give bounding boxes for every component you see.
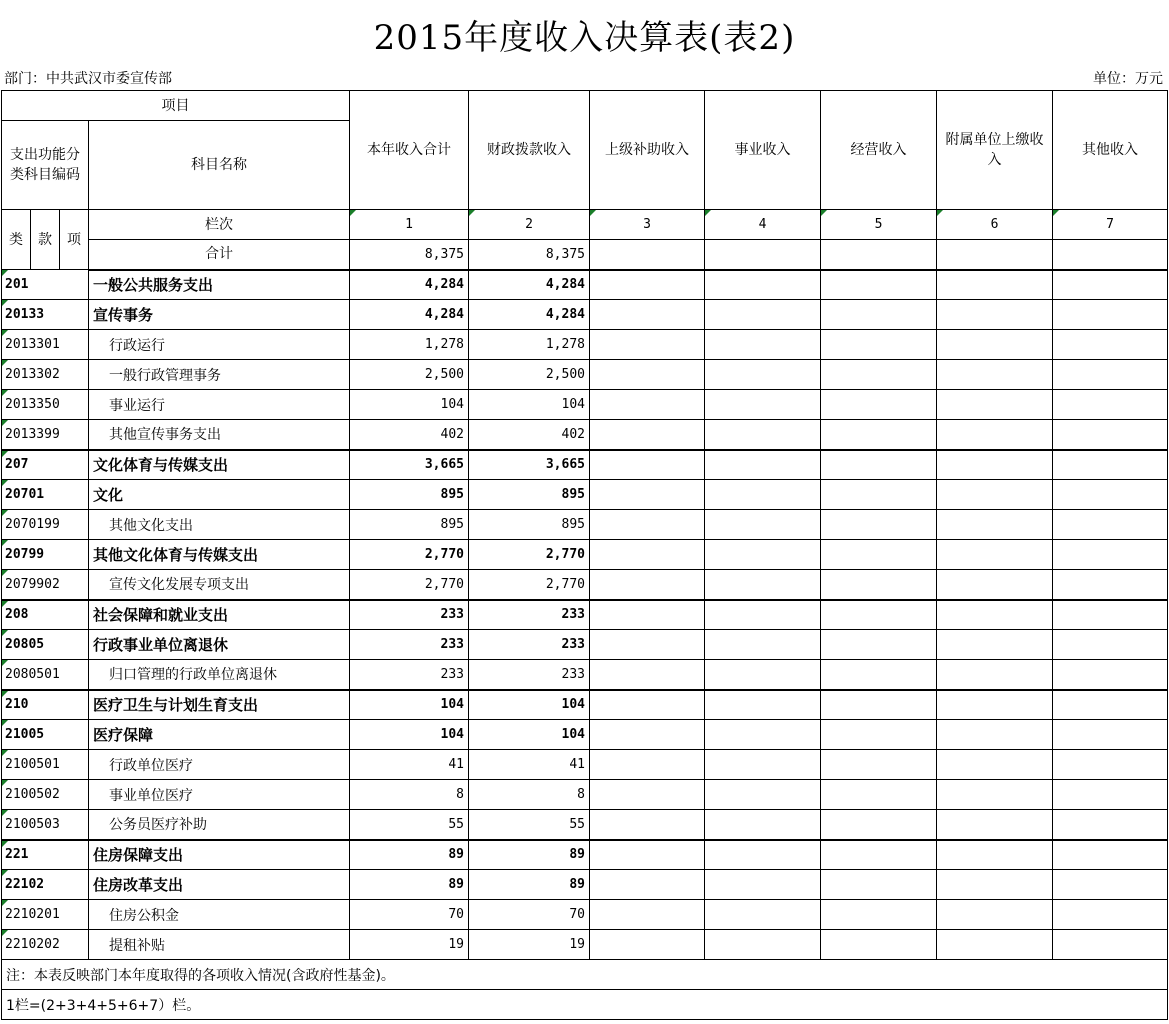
row-fiscal-income: 41 xyxy=(469,750,590,780)
empty-cell xyxy=(937,480,1053,510)
row-code: 207 xyxy=(2,450,89,480)
empty-cell xyxy=(590,570,705,600)
empty-cell xyxy=(937,540,1053,570)
row-subject-name: 提租补贴 xyxy=(89,930,350,960)
empty-cell xyxy=(937,630,1053,660)
row-fiscal-income: 402 xyxy=(469,420,590,450)
empty-cell xyxy=(590,270,705,300)
column-number: 4 xyxy=(705,210,821,240)
table-row xyxy=(2,450,1168,480)
empty-cell xyxy=(1053,480,1168,510)
empty-cell xyxy=(937,750,1053,780)
row-total-income: 895 xyxy=(350,480,469,510)
row-code: 2080501 xyxy=(2,660,89,690)
empty-cell xyxy=(821,660,937,690)
empty-cell xyxy=(590,810,705,840)
empty-cell xyxy=(1053,810,1168,840)
total-c1: 8,375 xyxy=(350,240,469,270)
empty-cell xyxy=(937,570,1053,600)
empty-cell xyxy=(705,300,821,330)
empty-cell xyxy=(937,270,1053,300)
empty-cell xyxy=(705,420,821,450)
empty-cell xyxy=(1053,630,1168,660)
row-code: 2100502 xyxy=(2,780,89,810)
column-number: 1 xyxy=(350,210,469,240)
row-fiscal-income: 895 xyxy=(469,510,590,540)
row-fiscal-income: 19 xyxy=(469,930,590,960)
empty-cell xyxy=(821,810,937,840)
empty-cell xyxy=(821,600,937,630)
note-row xyxy=(2,960,1168,990)
column-number: 7 xyxy=(1053,210,1168,240)
row-fiscal-income: 2,770 xyxy=(469,540,590,570)
empty-cell xyxy=(821,690,937,720)
empty-cell xyxy=(821,300,937,330)
row-total-income: 895 xyxy=(350,510,469,540)
page-title: 2015年度收入决算表(表2) xyxy=(373,18,796,58)
empty-cell xyxy=(937,240,1053,270)
empty-cell xyxy=(937,840,1053,870)
empty-cell xyxy=(1053,600,1168,630)
empty-cell xyxy=(590,690,705,720)
row-code: 20799 xyxy=(2,540,89,570)
table-row xyxy=(2,720,1168,750)
row-subject-name: 其他文化支出 xyxy=(89,510,350,540)
row-code: 21005 xyxy=(2,720,89,750)
row-subject-name: 行政单位医疗 xyxy=(89,750,350,780)
empty-cell xyxy=(937,810,1053,840)
empty-cell xyxy=(705,360,821,390)
row-fiscal-income: 104 xyxy=(469,690,590,720)
empty-cell xyxy=(937,900,1053,930)
empty-cell xyxy=(821,780,937,810)
column-number: 5 xyxy=(821,210,937,240)
row-total-income: 19 xyxy=(350,930,469,960)
header-col-6: 附属单位上缴收入 xyxy=(937,91,1053,210)
table-row xyxy=(2,660,1168,690)
table-note: 1栏=(2+3+4+5+6+7）栏。 xyxy=(2,990,1168,1020)
empty-cell xyxy=(590,510,705,540)
row-code: 2210202 xyxy=(2,930,89,960)
table-row xyxy=(2,270,1168,300)
empty-cell xyxy=(937,420,1053,450)
row-total-income: 55 xyxy=(350,810,469,840)
column-number: 6 xyxy=(937,210,1053,240)
empty-cell xyxy=(937,600,1053,630)
table-row xyxy=(2,750,1168,780)
empty-cell xyxy=(1053,750,1168,780)
row-subject-name: 行政运行 xyxy=(89,330,350,360)
table-row xyxy=(2,600,1168,630)
empty-cell xyxy=(705,270,821,300)
empty-cell xyxy=(821,270,937,300)
row-subject-name: 医疗卫生与计划生育支出 xyxy=(89,690,350,720)
row-total-income: 4,284 xyxy=(350,300,469,330)
table-note: 注：本表反映部门本年度取得的各项收入情况(含政府性基金)。 xyxy=(2,960,1168,990)
empty-cell xyxy=(705,720,821,750)
empty-cell xyxy=(705,930,821,960)
empty-cell xyxy=(705,600,821,630)
empty-cell xyxy=(1053,690,1168,720)
empty-cell xyxy=(821,360,937,390)
row-fiscal-income: 233 xyxy=(469,600,590,630)
row-fiscal-income: 4,284 xyxy=(469,270,590,300)
empty-cell xyxy=(1053,240,1168,270)
empty-cell xyxy=(821,720,937,750)
row-code: 2013301 xyxy=(2,330,89,360)
empty-cell xyxy=(1053,330,1168,360)
empty-cell xyxy=(1053,300,1168,330)
row-subject-name: 宣传文化发展专项支出 xyxy=(89,570,350,600)
table-row xyxy=(2,630,1168,660)
row-total-income: 402 xyxy=(350,420,469,450)
row-fiscal-income: 233 xyxy=(469,660,590,690)
row-subject-name: 一般公共服务支出 xyxy=(89,270,350,300)
empty-cell xyxy=(821,420,937,450)
empty-cell xyxy=(590,450,705,480)
row-fiscal-income: 89 xyxy=(469,840,590,870)
note-row xyxy=(2,990,1168,1020)
empty-cell xyxy=(1053,390,1168,420)
empty-cell xyxy=(937,720,1053,750)
empty-cell xyxy=(937,450,1053,480)
empty-cell xyxy=(590,390,705,420)
empty-cell xyxy=(821,510,937,540)
row-total-income: 2,770 xyxy=(350,540,469,570)
empty-cell xyxy=(937,510,1053,540)
empty-cell xyxy=(590,900,705,930)
row-subject-name: 事业单位医疗 xyxy=(89,780,350,810)
table-row xyxy=(2,870,1168,900)
row-subject-name: 文化 xyxy=(89,480,350,510)
total-c2: 8,375 xyxy=(469,240,590,270)
empty-cell xyxy=(705,480,821,510)
empty-cell xyxy=(937,870,1053,900)
table-row xyxy=(2,780,1168,810)
table-row xyxy=(2,690,1168,720)
row-subject-name: 住房保障支出 xyxy=(89,840,350,870)
total-label: 合计 xyxy=(89,240,350,270)
header-code-group: 支出功能分类科目编码 xyxy=(2,121,89,210)
empty-cell xyxy=(590,600,705,630)
row-code: 22102 xyxy=(2,870,89,900)
row-subject-name: 宣传事务 xyxy=(89,300,350,330)
row-subject-name: 公务员医疗补助 xyxy=(89,810,350,840)
empty-cell xyxy=(590,480,705,510)
row-code: 20133 xyxy=(2,300,89,330)
empty-cell xyxy=(590,300,705,330)
empty-cell xyxy=(821,240,937,270)
row-subject-name: 一般行政管理事务 xyxy=(89,360,350,390)
empty-cell xyxy=(937,660,1053,690)
row-code: 210 xyxy=(2,690,89,720)
empty-cell xyxy=(821,900,937,930)
row-code: 221 xyxy=(2,840,89,870)
empty-cell xyxy=(590,660,705,690)
row-subject-name: 文化体育与传媒支出 xyxy=(89,450,350,480)
empty-cell xyxy=(821,390,937,420)
empty-cell xyxy=(1053,720,1168,750)
empty-cell xyxy=(821,540,937,570)
header-lei: 类 xyxy=(2,210,31,270)
header-col-2: 财政拨款收入 xyxy=(469,91,590,210)
empty-cell xyxy=(1053,900,1168,930)
empty-cell xyxy=(937,360,1053,390)
table-row xyxy=(2,330,1168,360)
empty-cell xyxy=(705,630,821,660)
empty-cell xyxy=(1053,660,1168,690)
row-total-income: 4,284 xyxy=(350,270,469,300)
row-fiscal-income: 2,770 xyxy=(469,570,590,600)
row-fiscal-income: 89 xyxy=(469,870,590,900)
row-subject-name: 行政事业单位离退休 xyxy=(89,630,350,660)
table-row xyxy=(2,390,1168,420)
header-subject-name: 科目名称 xyxy=(89,121,350,210)
row-fiscal-income: 3,665 xyxy=(469,450,590,480)
empty-cell xyxy=(590,930,705,960)
empty-cell xyxy=(705,810,821,840)
income-table xyxy=(1,90,1168,1020)
row-subject-name: 归口管理的行政单位离退休 xyxy=(89,660,350,690)
empty-cell xyxy=(705,690,821,720)
empty-cell xyxy=(705,900,821,930)
row-subject-name: 其他宣传事务支出 xyxy=(89,420,350,450)
empty-cell xyxy=(705,780,821,810)
empty-cell xyxy=(705,750,821,780)
row-fiscal-income: 4,284 xyxy=(469,300,590,330)
header-col-4: 事业收入 xyxy=(705,91,821,210)
empty-cell xyxy=(821,840,937,870)
row-total-income: 3,665 xyxy=(350,450,469,480)
table-row xyxy=(2,540,1168,570)
empty-cell xyxy=(1053,540,1168,570)
table-row xyxy=(2,300,1168,330)
row-subject-name: 其他文化体育与传媒支出 xyxy=(89,540,350,570)
row-subject-name: 社会保障和就业支出 xyxy=(89,600,350,630)
empty-cell xyxy=(590,750,705,780)
row-code: 2100501 xyxy=(2,750,89,780)
empty-cell xyxy=(937,690,1053,720)
empty-cell xyxy=(705,660,821,690)
row-subject-name: 医疗保障 xyxy=(89,720,350,750)
table-row xyxy=(2,900,1168,930)
row-code: 201 xyxy=(2,270,89,300)
row-subject-name: 住房改革支出 xyxy=(89,870,350,900)
row-total-income: 2,770 xyxy=(350,570,469,600)
column-number: 3 xyxy=(590,210,705,240)
empty-cell xyxy=(590,720,705,750)
empty-cell xyxy=(590,780,705,810)
table-row xyxy=(2,360,1168,390)
empty-cell xyxy=(821,330,937,360)
row-subject-name: 住房公积金 xyxy=(89,900,350,930)
row-fiscal-income: 1,278 xyxy=(469,330,590,360)
row-fiscal-income: 104 xyxy=(469,390,590,420)
row-total-income: 1,278 xyxy=(350,330,469,360)
column-number: 2 xyxy=(469,210,590,240)
table-row xyxy=(2,570,1168,600)
empty-cell xyxy=(1053,360,1168,390)
row-fiscal-income: 55 xyxy=(469,810,590,840)
header-kuan: 款 xyxy=(31,210,60,270)
empty-cell xyxy=(1053,450,1168,480)
empty-cell xyxy=(590,360,705,390)
empty-cell xyxy=(1053,840,1168,870)
empty-cell xyxy=(705,390,821,420)
table-row xyxy=(2,510,1168,540)
empty-cell xyxy=(705,570,821,600)
empty-cell xyxy=(705,840,821,870)
empty-cell xyxy=(1053,870,1168,900)
empty-cell xyxy=(1053,930,1168,960)
header-lanci: 栏次 xyxy=(89,210,350,240)
header-col-7: 其他收入 xyxy=(1053,91,1168,210)
empty-cell xyxy=(937,780,1053,810)
unit-label: 单位：万元 xyxy=(1093,71,1163,87)
row-code: 2070199 xyxy=(2,510,89,540)
empty-cell xyxy=(590,240,705,270)
row-fiscal-income: 233 xyxy=(469,630,590,660)
header-xiang: 项 xyxy=(60,210,89,270)
empty-cell xyxy=(821,930,937,960)
row-fiscal-income: 104 xyxy=(469,720,590,750)
empty-cell xyxy=(590,870,705,900)
empty-cell xyxy=(821,450,937,480)
empty-cell xyxy=(705,510,821,540)
total-row xyxy=(2,240,1168,270)
empty-cell xyxy=(590,840,705,870)
table-row xyxy=(2,930,1168,960)
table-row xyxy=(2,840,1168,870)
empty-cell xyxy=(590,420,705,450)
row-total-income: 233 xyxy=(350,600,469,630)
header-item: 项目 xyxy=(2,91,350,121)
row-code: 2079902 xyxy=(2,570,89,600)
row-total-income: 233 xyxy=(350,630,469,660)
empty-cell xyxy=(1053,510,1168,540)
row-total-income: 104 xyxy=(350,720,469,750)
table-row xyxy=(2,420,1168,450)
department-label: 部门：中共武汉市委宣传部 xyxy=(4,71,172,87)
row-code: 208 xyxy=(2,600,89,630)
empty-cell xyxy=(705,240,821,270)
empty-cell xyxy=(1053,570,1168,600)
empty-cell xyxy=(821,750,937,780)
empty-cell xyxy=(821,570,937,600)
empty-cell xyxy=(705,330,821,360)
row-code: 2013350 xyxy=(2,390,89,420)
empty-cell xyxy=(590,330,705,360)
row-code: 2013302 xyxy=(2,360,89,390)
row-fiscal-income: 2,500 xyxy=(469,360,590,390)
row-total-income: 2,500 xyxy=(350,360,469,390)
table-row xyxy=(2,810,1168,840)
row-total-income: 233 xyxy=(350,660,469,690)
row-total-income: 89 xyxy=(350,870,469,900)
row-fiscal-income: 8 xyxy=(469,780,590,810)
empty-cell xyxy=(821,480,937,510)
row-code: 2210201 xyxy=(2,900,89,930)
row-total-income: 41 xyxy=(350,750,469,780)
empty-cell xyxy=(705,870,821,900)
row-total-income: 70 xyxy=(350,900,469,930)
empty-cell xyxy=(705,540,821,570)
row-code: 2100503 xyxy=(2,810,89,840)
empty-cell xyxy=(937,330,1053,360)
empty-cell xyxy=(937,930,1053,960)
header-col-1: 本年收入合计 xyxy=(350,91,469,210)
empty-cell xyxy=(937,300,1053,330)
table-row xyxy=(2,480,1168,510)
empty-cell xyxy=(1053,270,1168,300)
row-total-income: 104 xyxy=(350,390,469,420)
header-col-3: 上级补助收入 xyxy=(590,91,705,210)
row-fiscal-income: 70 xyxy=(469,900,590,930)
empty-cell xyxy=(590,630,705,660)
header-col-5: 经营收入 xyxy=(821,91,937,210)
row-code: 20701 xyxy=(2,480,89,510)
row-subject-name: 事业运行 xyxy=(89,390,350,420)
empty-cell xyxy=(1053,780,1168,810)
row-code: 2013399 xyxy=(2,420,89,450)
row-total-income: 89 xyxy=(350,840,469,870)
empty-cell xyxy=(821,870,937,900)
empty-cell xyxy=(1053,420,1168,450)
row-fiscal-income: 895 xyxy=(469,480,590,510)
empty-cell xyxy=(937,390,1053,420)
empty-cell xyxy=(705,450,821,480)
row-total-income: 104 xyxy=(350,690,469,720)
empty-cell xyxy=(821,630,937,660)
row-total-income: 8 xyxy=(350,780,469,810)
empty-cell xyxy=(590,540,705,570)
row-code: 20805 xyxy=(2,630,89,660)
